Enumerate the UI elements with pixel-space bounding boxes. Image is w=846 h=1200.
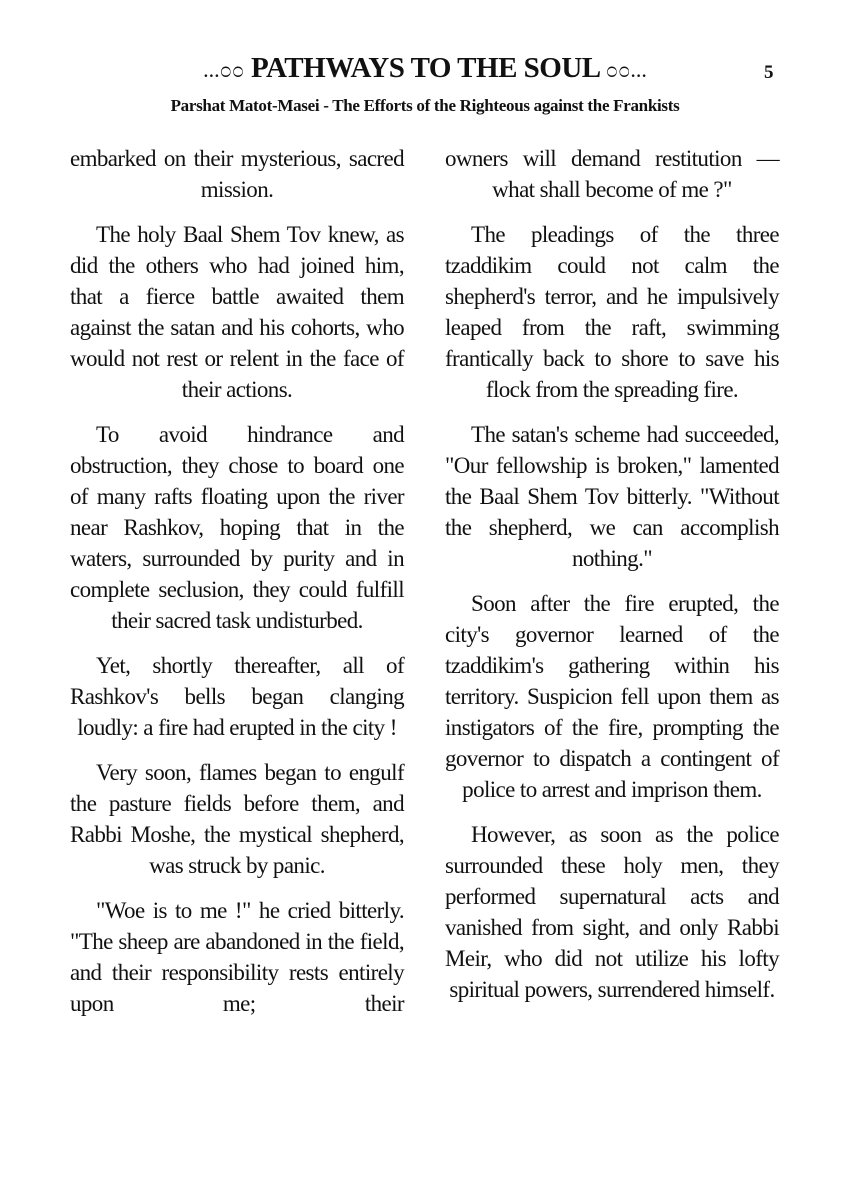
paragraph: embarked on their mysterious, sacred mission. [70, 146, 404, 202]
running-header [130, 52, 720, 85]
left-column [70, 143, 404, 1033]
paragraph: The satan's scheme had succeeded, "Our fellowship is broken," lamented the Baal Shem Tov bitterly. "Without the shepherd, we can accomplish nothing." [445, 422, 779, 571]
paragraph: owners will demand restitution — what shall become of me ?" [445, 146, 779, 202]
ornament-left-icon: ...೦೦ [203, 57, 245, 82]
paragraph: The pleadings of the three tzaddikim could not calm the shepherd's terror, and he impulsively leaped from the raft, swimming frantically back to shore to save his flock from the spreading fire. [445, 222, 779, 402]
paragraph: However, as soon as the police surrounded these holy men, they performed supernatural acts and vanished from sight, and only Rabbi Meir, who did not utilize his lofty spiritual powers, surrendered himself. [445, 822, 779, 1002]
paragraph: The holy Baal Shem Tov knew, as did the others who had joined him, that a fierce battle awaited them against the satan and his cohorts, who would not rest or relent in the face of their actions. [70, 222, 404, 402]
paragraph: To avoid hindrance and obstruction, they chose to board one of many rafts floating upon the river near Rashkov, hoping that in the waters, surrounded by purity and in complete seclusion, they could fulfill their sacred task undisturbed. [70, 422, 404, 633]
paragraph: Soon after the fire erupted, the city's governor learned of the tzaddikim's gathering within his territory. Suspicion fell upon them as instigators of the fire, prompting the governor to dispatch a contingent of police to arrest and imprison them. [445, 591, 779, 802]
ornament-right-icon: ೦೦... [605, 57, 647, 82]
book-title: PATHWAYS TO THE SOUL [250, 52, 600, 84]
chapter-subtitle: Parshat Matot-Masei - The Efforts of the Righteous against the Frankists [170, 96, 680, 115]
paragraph: Very soon, flames began to engulf the pasture fields before them, and Rabbi Moshe, the mystical shepherd, was struck by panic. [70, 760, 404, 878]
right-column [445, 143, 779, 1019]
paragraph: Yet, shortly thereafter, all of Rashkov's bells began clanging loudly: a fire had erupted in the city ! [70, 653, 404, 740]
paragraph: "Woe is to me !" he cried bitterly. "The sheep are abandoned in the field, and their responsibility rests entirely upon me; their [70, 898, 404, 1016]
page-number: 5 [764, 62, 774, 83]
